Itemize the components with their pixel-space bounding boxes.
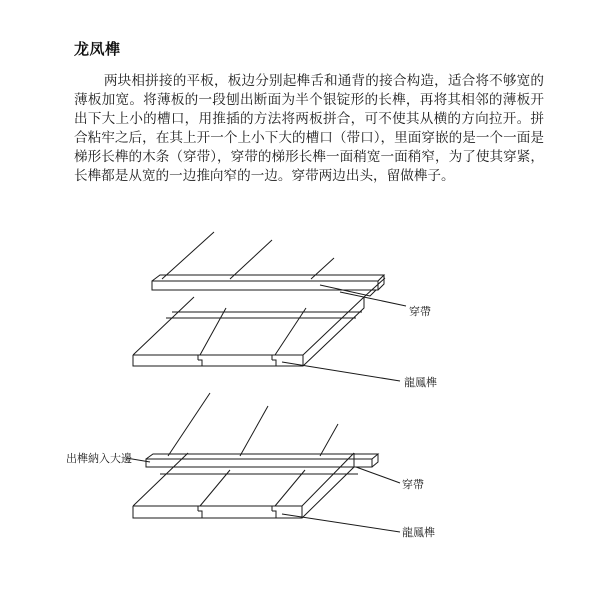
bottom-plank-line-1 [168,393,210,456]
top-plank-line-3 [311,258,334,279]
bottom-leader-joint [282,514,400,532]
bottom-leader-batten [356,467,400,483]
bottom-label-joint: 龍鳳榫 [402,526,435,539]
bottom-board-outline [133,453,354,518]
top-leader-batten [340,292,406,306]
bottom-label-tenon-out: 出榫納入大邊 [66,452,132,465]
bottom-notch-1 [198,506,202,518]
bottom-figure [66,393,435,539]
top-notch-2 [272,355,276,366]
bottom-plank-line-3 [320,424,338,456]
bottom-seam-1 [200,470,230,506]
bottom-seam-2 [275,470,305,506]
top-label-batten: 穿帶 [409,305,431,318]
top-plank-line-1 [162,232,214,279]
bottom-label-batten: 穿帶 [402,478,424,491]
top-board-outline [133,297,364,366]
top-figure [133,232,437,389]
top-batten [152,275,384,290]
top-leader-joint [282,362,400,381]
top-seam-1 [200,308,226,355]
body-paragraph: 两块相拼接的平板，板边分别起榫舌和通背的接合构造，适合将不够宽的薄板加宽。将薄板的一段刨出断面为半个银锭形的长榫，再将其相邻的薄板开出下大上小的槽口，用推插的方法将两板拼合，可不使其从横的方向拉开。拼合粘牢之后，在其上开一个上小下大的槽口（带口），里面穿嵌的是一个一面是梯形长榫的木条（穿带），穿带的梯形长榫一面稍宽一面稍窄，为了使其穿紧，长榫都是从宽的一边推向窄的一边。穿带两边出头，留做榫子。 [74,73,544,184]
bottom-plank-line-2 [240,406,268,456]
top-notch-1 [198,355,202,366]
top-seam-2 [275,308,306,355]
top-plank-line-2 [230,240,272,279]
top-groove [166,312,362,318]
section-heading: 龙凤榫 [74,40,121,58]
top-label-joint: 龍鳳榫 [404,376,437,389]
bottom-notch-2 [272,506,276,518]
